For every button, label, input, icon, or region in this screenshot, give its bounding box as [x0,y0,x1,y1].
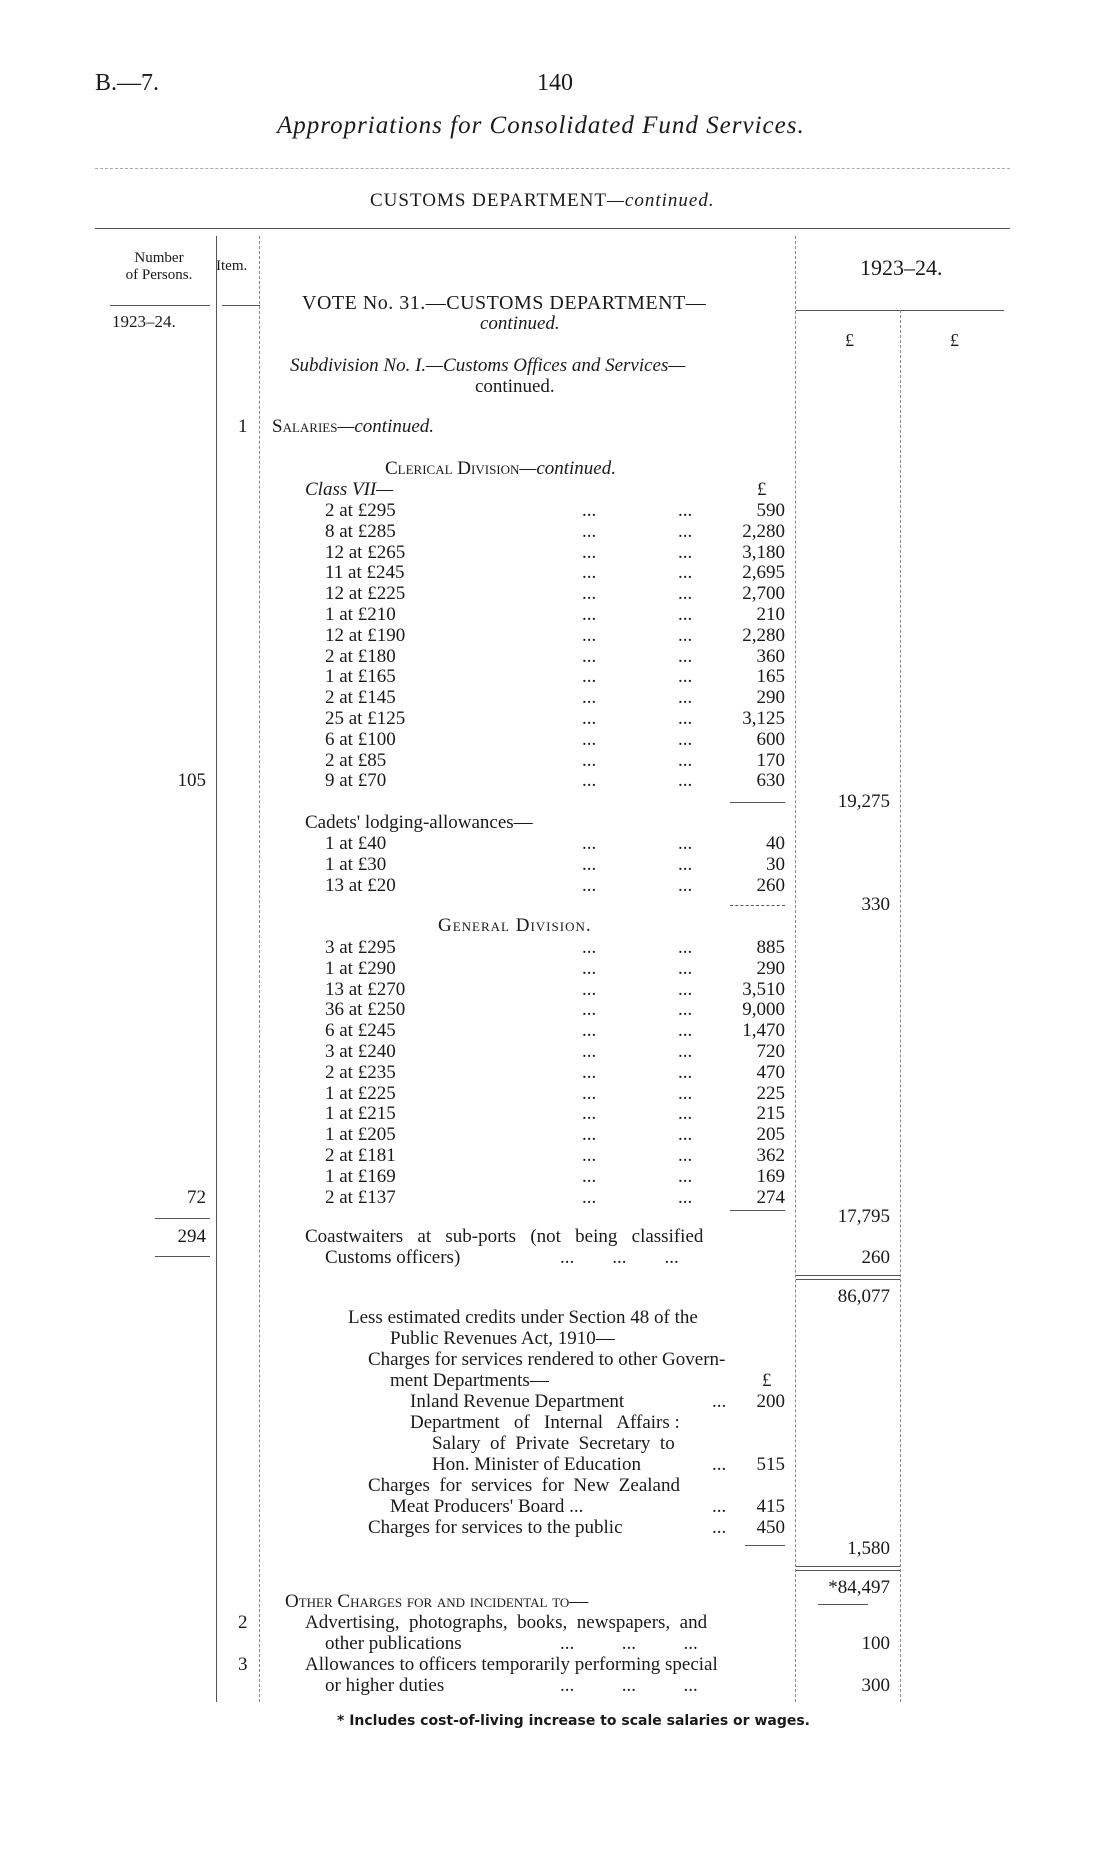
leader-dots: ... [678,874,693,896]
other-item-label: Advertising, photographs, books, newspapers, and [305,1612,708,1633]
list-item [325,625,785,646]
other-item-amount: 100 [861,1633,890,1654]
leader-dots: ... [678,1145,693,1166]
item-amount: 3,125 [742,708,785,729]
page-title: Appropriations for Consolidated Fund Services. [277,112,805,139]
item-amount: 274 [756,1186,785,1208]
item-label: 6 at £100 [325,728,396,750]
leader-dots: ... [678,770,693,792]
item-label: 12 at £265 [325,541,406,563]
leader-dots: ... [582,999,597,1021]
coastwaiters-label: Coastwaiters at sub-ports (not being classified [305,1226,704,1247]
credits-total-rule [745,1545,785,1546]
list-item [325,521,785,542]
list-item [325,500,785,521]
item-amount: 40 [766,833,785,854]
item-label: 2 at £235 [325,1061,396,1083]
item-label: 1 at £30 [325,853,387,875]
item-amount: 600 [756,728,785,750]
list-item [325,1062,785,1083]
leader-dots: ... [582,1186,597,1208]
clerical-total: 19,275 [837,791,890,812]
clerical-persons: 105 [177,770,206,791]
leader-dots: ... [582,687,597,709]
leader-dots: ... [582,1020,597,1042]
leader-dots: ... [678,562,693,584]
page-number: 140 [537,70,573,96]
leader-dots: ... [582,874,597,896]
credits-line-1: Less estimated credits under Section 48 of the [348,1307,698,1328]
cadets-heading: Cadets' lodging-allowances— [305,812,533,833]
pound-subheader: £ [757,479,767,500]
leader-dots: ... [582,541,597,563]
leader-dots: ... [582,645,597,667]
leader-dots: ... [678,541,693,563]
list-item [325,604,785,625]
vote-heading-continued: continued. [480,313,560,334]
general-division-heading: General Division. [438,915,592,936]
leader-dots: ... [582,1061,597,1083]
leader-dots: ... [582,728,597,750]
leader-dots: ... [582,520,597,542]
list-item [325,958,785,979]
item-amount: 362 [756,1145,785,1166]
leader-dots: ... [678,833,693,854]
pound-header-1: £ [845,330,854,350]
leader-dots: ... [678,583,693,605]
leader-dots: ... ... ... [560,1675,698,1696]
item-label: 11 at £245 [325,562,405,584]
clerical-subtotal-rule [730,802,785,803]
credits-dots-5: ... [712,1391,727,1412]
item-label: 1 at £169 [325,1165,396,1187]
persons-bottom-rule [155,1256,210,1257]
credits-line-3: Charges for services rendered to other Govern- [368,1349,726,1370]
credits-line-9: Charges for services for New Zealand [368,1475,680,1496]
other-item-number: 2 [238,1612,248,1633]
list-item [325,1145,785,1166]
vote-heading: VOTE No. 31.—CUSTOMS DEPARTMENT— [302,292,707,314]
list-item [325,854,785,875]
list-item [325,583,785,604]
item-label: 13 at £20 [325,874,396,896]
department-heading: CUSTOMS DEPARTMENT—continued. [370,190,715,211]
persons-header-rule [110,305,210,306]
item-amount: 9,000 [742,999,785,1021]
subtotal-rule [796,1275,900,1276]
class-heading: Class VII— [305,479,394,500]
item-label: 25 at £125 [325,708,406,729]
item-amount: 215 [756,1103,785,1125]
coastwaiters-amount: 260 [861,1247,890,1268]
leader-dots: ... [678,1082,693,1104]
leader-dots: ... [582,1165,597,1187]
credits-dots-11: ... [712,1517,727,1538]
leader-dots: ... [678,1186,693,1208]
list-item [325,979,785,1000]
item-amount: 260 [756,874,785,896]
item-label: 2 at £85 [325,749,387,771]
item-text-divider [259,236,260,1702]
item-amount: 30 [766,853,785,875]
general-total: 17,795 [837,1206,890,1227]
credits-total: 1,580 [847,1538,890,1559]
item-amount: 169 [756,1165,785,1187]
item-amount: 165 [756,666,785,688]
item-amount: 360 [756,645,785,667]
leader-dots: ... [582,708,597,729]
leader-dots: ... [582,749,597,771]
credits-line-5: Inland Revenue Department [410,1391,625,1412]
leader-dots: ... [582,957,597,979]
item-amount: 720 [756,1041,785,1062]
leader-dots: ... [678,1061,693,1083]
subdivision-continued: continued. [475,376,555,397]
net-rule [796,1566,900,1567]
leader-dots: ... [582,1082,597,1104]
list-item [325,1187,785,1208]
item-label: 9 at £70 [325,770,387,792]
item-amount: 2,700 [742,583,785,605]
item-label: 2 at £137 [325,1186,396,1208]
item-amount: 885 [756,937,785,958]
leader-dots: ... [582,833,597,854]
item-amount: 630 [756,770,785,792]
leader-dots: ... [678,520,693,542]
coastwaiters-dots: ... ... ... [560,1247,679,1268]
total-persons: 294 [177,1226,206,1247]
salaries-heading: Salaries—continued. [272,416,435,437]
item-label: 1 at £210 [325,604,396,625]
coastwaiters-label-cont: Customs officers) [325,1247,461,1268]
list-item [325,542,785,563]
credits-line-4: ment Departments— [390,1370,549,1391]
net-total: *84,497 [828,1577,890,1598]
list-item [325,999,785,1020]
list-item [325,833,785,854]
item-label: 2 at £295 [325,500,396,521]
leader-dots: ... [678,853,693,875]
leader-dots: ... [678,708,693,729]
other-item-number: 3 [238,1654,248,1675]
leader-dots: ... [582,1103,597,1125]
list-item [325,770,785,791]
item-label: 1 at £40 [325,833,387,854]
credits-line-11: Charges for services to the public [368,1517,623,1538]
item-label: 36 at £250 [325,999,406,1021]
salaries-subtotal: 86,077 [837,1286,890,1307]
item-label: 12 at £190 [325,624,406,646]
credits-line-6: Department of Internal Affairs : [410,1412,680,1433]
year-column-header: 1923–24. [860,255,943,280]
list-item [325,666,785,687]
clerical-division-heading: Clerical Division—continued. [385,458,616,479]
leader-dots: ... [678,1041,693,1062]
leader-dots: ... [678,749,693,771]
persons-item-divider [216,236,217,1702]
item-label: 1 at £215 [325,1103,396,1125]
item-amount: 3,180 [742,541,785,563]
leader-dots: ... [678,728,693,750]
list-item [325,687,785,708]
item-label: 2 at £181 [325,1145,396,1166]
item-label: 2 at £145 [325,687,396,709]
item-column-header: Item. [216,258,248,274]
leader-dots: ... [582,853,597,875]
item-label: 6 at £245 [325,1020,396,1042]
leader-dots: ... [582,978,597,1000]
general-persons: 72 [187,1187,206,1208]
leader-dots: ... [582,583,597,605]
item-amount: 3,510 [742,978,785,1000]
text-amount-divider [795,236,796,1702]
credits-dots-8: ... [712,1454,727,1475]
credits-amount-8: 515 [756,1454,785,1475]
leader-dots: ... [678,937,693,958]
leader-dots: ... [582,1041,597,1062]
leader-dots: ... ... ... [560,1633,698,1654]
subtotal-rule-2 [796,1279,900,1280]
item-amount: 170 [756,749,785,771]
persons-total-rule [155,1218,210,1219]
item-amount: 290 [756,687,785,709]
item-label: 8 at £285 [325,520,396,542]
cadets-subtotal-rule [730,905,785,906]
general-subtotal-rule [730,1210,785,1211]
other-item-amount: 300 [861,1675,890,1696]
item-label: 1 at £290 [325,957,396,979]
subdivision-heading: Subdivision No. I.—Customs Offices and Services— [290,355,686,376]
item-label: 1 at £205 [325,1124,396,1146]
list-item [325,646,785,667]
leader-dots: ... [678,1124,693,1146]
persons-column-header: Number of Persons. [125,250,193,283]
item-amount: 210 [756,604,785,625]
credits-line-8: Hon. Minister of Education [432,1454,641,1475]
leader-dots: ... [582,604,597,625]
item-amount: 2,280 [742,624,785,646]
item-number: 1 [238,416,248,437]
list-item [325,875,785,896]
leader-dots: ... [678,624,693,646]
other-item-label-cont: other publications [325,1633,462,1654]
leader-dots: ... [582,624,597,646]
list-item [325,1041,785,1062]
leader-dots: ... [678,500,693,521]
leader-dots: ... [582,937,597,958]
item-label: 1 at £225 [325,1082,396,1104]
item-amount: 1,470 [742,1020,785,1042]
list-item [325,1124,785,1145]
credits-pound: £ [762,1370,772,1391]
leader-dots: ... [582,770,597,792]
leader-dots: ... [678,1165,693,1187]
item-label: 3 at £240 [325,1041,396,1062]
cadets-total: 330 [861,894,890,915]
item-amount: 205 [756,1124,785,1146]
leader-dots: ... [582,1145,597,1166]
credits-line-2: Public Revenues Act, 1910— [390,1328,615,1349]
leader-dots: ... [678,666,693,688]
item-label: 1 at £165 [325,666,396,688]
leader-dots: ... [582,562,597,584]
leader-dots: ... [582,500,597,521]
item-amount: 590 [756,500,785,521]
leader-dots: ... [582,666,597,688]
persons-year-header: 1923–24. [112,312,176,331]
other-item-label: Allowances to officers temporarily performing special [305,1654,718,1675]
list-item [325,708,785,729]
leader-dots: ... [582,1124,597,1146]
leader-dots: ... [678,978,693,1000]
item-label: 12 at £225 [325,583,406,605]
list-item [325,750,785,771]
credits-line-7: Salary of Private Secretary to [432,1433,675,1454]
item-amount: 2,695 [742,562,785,584]
list-item [325,729,785,750]
leader-dots: ... [678,1020,693,1042]
item-amount: 225 [756,1082,785,1104]
list-item [325,1020,785,1041]
credits-amount-5: 200 [756,1391,785,1412]
credits-dots-10: ... [712,1496,727,1517]
leader-dots: ... [678,999,693,1021]
list-item [325,1166,785,1187]
leader-dots: ... [678,957,693,979]
other-charges-heading: Other Charges for and incidental to— [285,1591,589,1612]
amount-columns-divider [900,310,901,1702]
footnote: * Includes cost-of-living increase to scale salaries or wages. [337,1713,810,1729]
list-item [325,937,785,958]
item-amount: 290 [756,957,785,979]
leader-dots: ... [678,645,693,667]
title-rule [95,168,1010,169]
item-amount: 470 [756,1061,785,1083]
leader-dots: ... [678,604,693,625]
table-top-rule [95,228,1010,229]
leader-dots: ... [678,1103,693,1125]
pound-header-2: £ [950,330,959,350]
item-label: 3 at £295 [325,937,396,958]
leader-dots: ... [678,687,693,709]
item-label: 2 at £180 [325,645,396,667]
item-amount: 2,280 [742,520,785,542]
list-item [325,1103,785,1124]
credits-amount-11: 450 [756,1517,785,1538]
list-item [325,1083,785,1104]
net-rule-2 [796,1570,900,1571]
list-item [325,562,785,583]
credits-line-10: Meat Producers' Board ... [390,1496,584,1517]
other-item-label-cont: or higher duties [325,1675,445,1696]
net-bottom-rule [818,1604,868,1605]
item-label: 13 at £270 [325,978,406,1000]
credits-amount-10: 415 [756,1496,785,1517]
document-reference: B.—7. [95,70,160,96]
item-header-rule [222,305,260,306]
